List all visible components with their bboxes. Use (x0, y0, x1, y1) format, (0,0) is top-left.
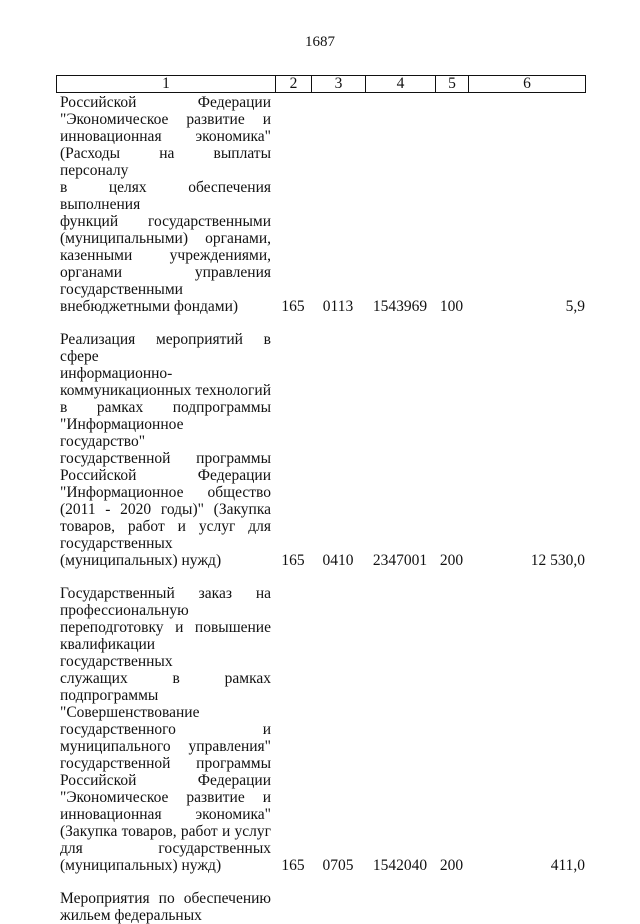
description-line: государственной программы (60, 450, 271, 467)
description-line: профессиональную (60, 602, 189, 619)
description-line: государственных (60, 535, 173, 552)
row-code-c5 (435, 890, 468, 924)
row-amount: 12 530,0 (530, 552, 585, 569)
description-line: Государственный заказ на (60, 585, 271, 602)
column-header-table (56, 75, 586, 93)
description-line: внебюджетными фондами) (60, 298, 239, 315)
description-line: "Информационное общество (60, 484, 271, 501)
row-spacer (56, 874, 585, 890)
description-line: товаров, работ и услуг для (60, 518, 271, 535)
description-line: (Расходы на выплаты персоналу (60, 145, 271, 179)
row-code-c3 (311, 890, 365, 924)
description-line: подпрограммы (60, 687, 159, 704)
description-line: Российской Федерации (60, 94, 271, 111)
row-code-c3: 0410 (322, 552, 354, 569)
column-header-6: 6 (469, 76, 586, 93)
row-description (56, 890, 275, 924)
row-code-c4: 1542040 (372, 857, 428, 874)
column-header-5: 5 (436, 76, 469, 93)
page-number: 1687 (305, 34, 335, 50)
description-line: государственного и (60, 721, 271, 738)
description-line: информационно- (60, 365, 173, 382)
row-spacer-cell (56, 874, 585, 890)
description-line: государственной программы (60, 755, 271, 772)
row-spacer-cell (56, 569, 585, 585)
row-code-c4: 2347001 (372, 552, 428, 569)
description-line: (муниципальных) нужд) (60, 552, 222, 569)
table-row (56, 585, 585, 874)
description-line: в рамках подпрограммы (60, 399, 271, 416)
description-line: (2011 - 2020 годы)" (Закупка (60, 501, 271, 518)
description-line: для государственных (60, 840, 271, 857)
budget-table (56, 94, 585, 924)
description-line: "Совершенствование (60, 704, 200, 721)
row-code-c5: 100 (439, 298, 464, 315)
row-code-c5: 200 (439, 552, 464, 569)
table-row (56, 94, 585, 315)
row-description (56, 585, 275, 874)
row-amount: 5,9 (565, 298, 585, 315)
description-line: квалификации государственных (60, 636, 173, 670)
description-line: в целях обеспечения выполнения (60, 179, 271, 213)
column-header-2: 2 (276, 76, 312, 93)
column-header-3: 3 (312, 76, 366, 93)
description-line: инновационная экономика" (60, 128, 271, 145)
row-code-c4 (365, 890, 435, 924)
description-line: муниципального управления" (60, 738, 271, 755)
description-line: Мероприятия по обеспечению (60, 890, 271, 907)
table-row (56, 331, 585, 569)
description-line: служащих в рамках (60, 670, 271, 687)
row-description (56, 94, 275, 315)
description-line: "Экономическое развитие и (60, 111, 271, 128)
table-row (56, 890, 585, 924)
description-line: органами управления (60, 264, 271, 281)
description-line: жильем федеральных (60, 907, 202, 924)
row-code-c2: 165 (281, 552, 305, 569)
description-line: (муниципальных) нужд) (60, 857, 222, 874)
description-line: (Закупка товаров, работ и услуг (60, 823, 271, 840)
row-spacer (56, 569, 585, 585)
column-header-row (57, 76, 586, 93)
description-line: казенными учреждениями, (60, 247, 271, 264)
description-line: "Информационное государство" (60, 416, 184, 450)
row-code-c4: 1543969 (372, 298, 428, 315)
column-header-1: 1 (57, 76, 276, 93)
description-line: функций государственными (60, 213, 271, 230)
row-code-c5: 200 (439, 857, 464, 874)
description-line: Российской Федерации (60, 467, 271, 484)
description-line: государственными (60, 281, 183, 298)
row-code-c3: 0113 (322, 298, 354, 315)
description-line: инновационная экономика" (60, 806, 271, 823)
column-header-4: 4 (366, 76, 436, 93)
description-line: "Экономическое развитие и (60, 789, 271, 806)
row-spacer (56, 315, 585, 331)
row-code-c2 (275, 890, 311, 924)
description-line: Российской Федерации (60, 772, 271, 789)
description-line: Реализация мероприятий в сфере (60, 331, 271, 365)
row-amount: 411,0 (550, 857, 585, 874)
row-code-c2: 165 (281, 857, 305, 874)
row-spacer-cell (56, 315, 585, 331)
row-code-c2: 165 (281, 298, 305, 315)
description-line: коммуникационных технологий (60, 382, 271, 399)
description-line: (муниципальными) органами, (60, 230, 271, 247)
description-line: переподготовку и повышение (60, 619, 271, 636)
row-amount (468, 890, 585, 924)
row-description (56, 331, 275, 569)
row-code-c3: 0705 (322, 857, 354, 874)
